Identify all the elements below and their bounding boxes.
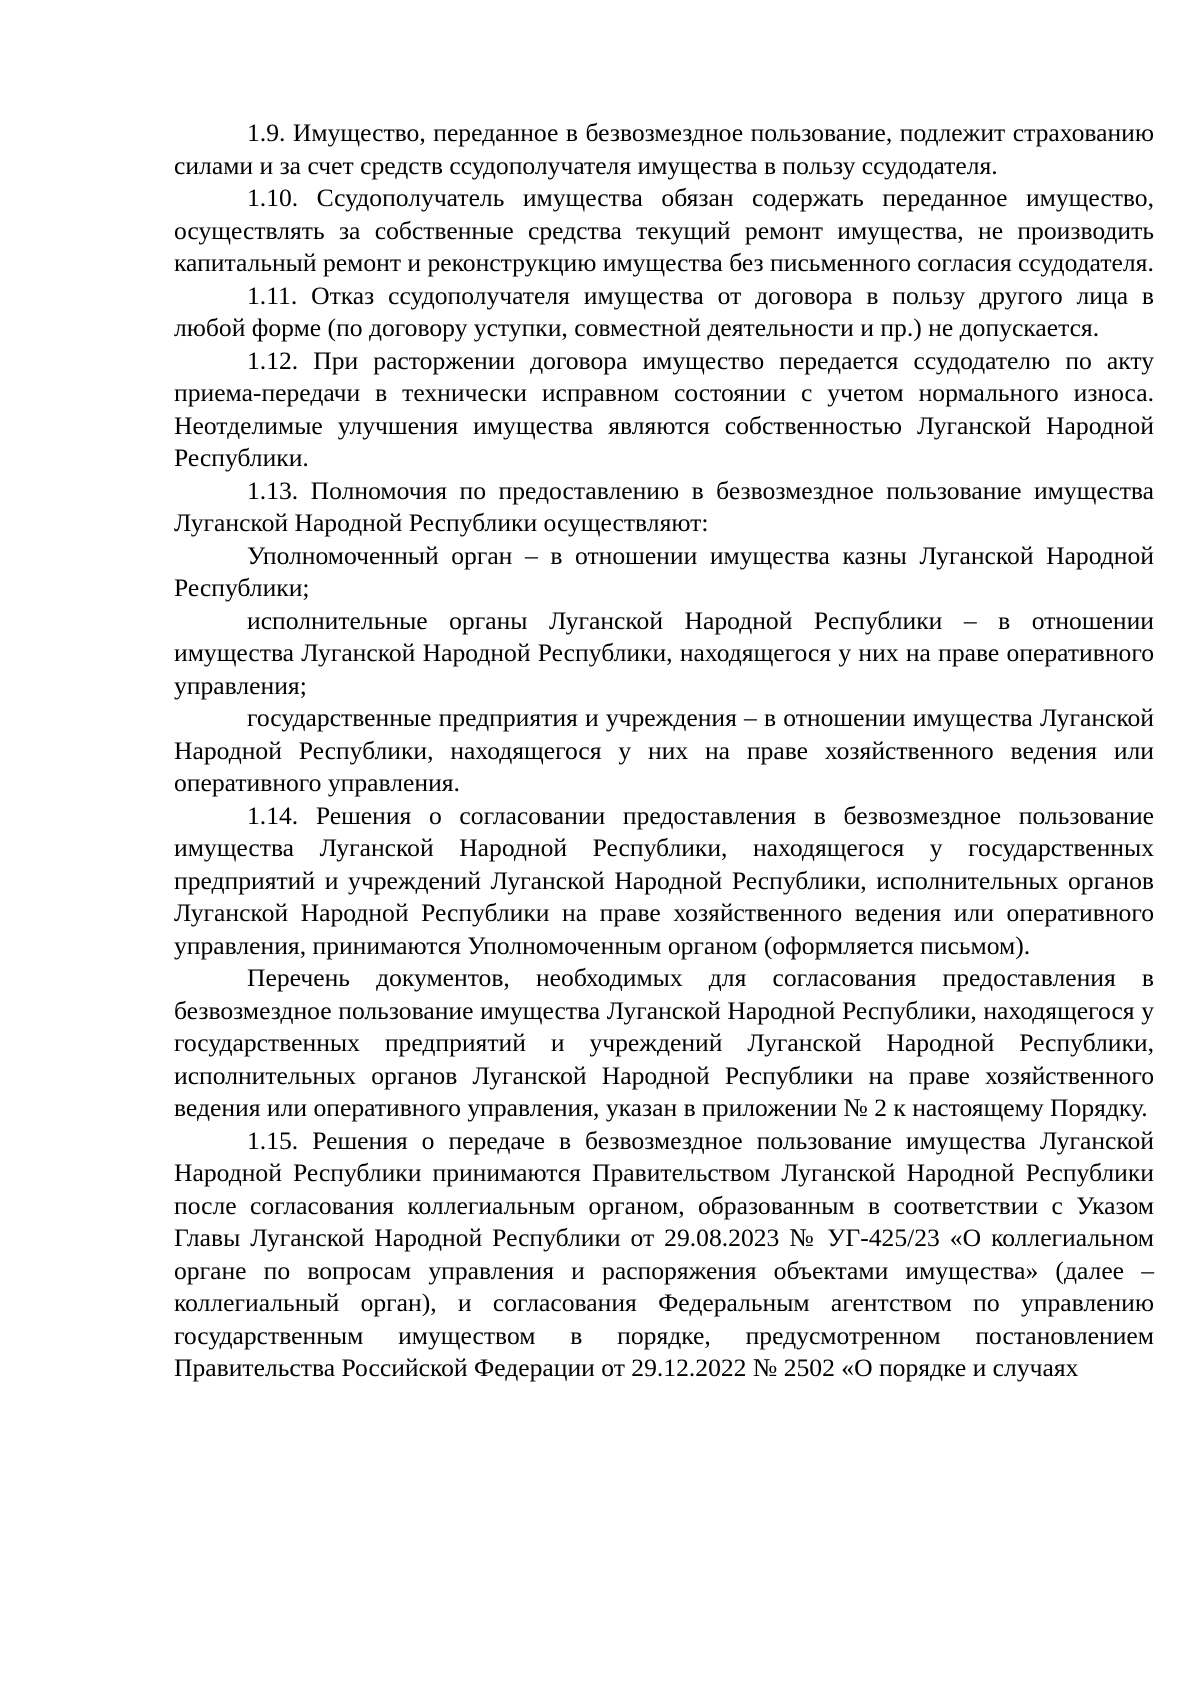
paragraph-1-9: 1.9. Имущество, переданное в безвозмездное пользование, подлежит страхованию силами и за счет средств ссудополучателя имущества в пользу ссудодателя. [174,118,1154,180]
paragraph-1-11: 1.11. Отказ ссудополучателя имущества от договора в пользу другого лица в любой форме (по договору уступки, совместной деятельности и пр.) не допускается. [174,280,1154,342]
paragraph-1-15: 1.15. Решения о передаче в безвозмездное пользование имущества Луганской Народной Республики принимаются Правительством Луганской Народной Республики после согласования коллегиальным органом, образованным в соответствии с Указом Главы Луганской Народной Республики от 29.08.2023 № УГ-425/23 «О коллегиальном органе по вопросам управления и распоряжения объектами имущества» (далее – коллегиальный орган), и согласования Федеральным агентством по управлению государственным имуществом в порядке, предусмотренном постановлением Правительства Российской Федерации от 29.12.2022 № 2502 «О порядке и случаях [174,1125,1154,1382]
paragraph-authorized-body: Уполномоченный орган – в отношении имущества казны Луганской Народной Республики; [174,540,1154,602]
paragraph-1-14: 1.14. Решения о согласовании предоставления в безвозмездное пользование имущества Луганской Народной Республики, находящегося у государственных предприятий и учреждений Луганской Народной Республики, исполнительных органов Луганской Народной Республики на праве хозяйственного ведения или оперативного управления, принимаются Уполномоченным органом (оформляется письмом). [174,800,1154,960]
paragraph-1-13: 1.13. Полномочия по предоставлению в безвозмездное пользование имущества Луганской Народной Республики осуществляют: [174,475,1154,537]
paragraph-executive-bodies: исполнительные органы Луганской Народной Республики – в отношении имущества Луганской Народной Республики, находящегося у них на праве оперативного управления; [174,605,1154,700]
paragraph-1-10: 1.10. Ссудополучатель имущества обязан содержать переданное имущество, осуществлять за собственные средства текущий ремонт имущества, не производить капитальный ремонт и реконструкцию имущества без письменного согласия ссудодателя. [174,183,1154,277]
paragraph-1-12: 1.12. При расторжении договора имущество передается ссудодателю по акту приема-передачи в технически исправном состоянии с учетом нормального износа. Неотделимые улучшения имущества являются собственностью Луганской Народной Республики. [174,345,1154,472]
paragraph-state-enterprises: государственные предприятия и учреждения – в отношении имущества Луганской Народной Республики, находящегося у них на праве хозяйственного ведения или оперативного управления. [174,703,1154,797]
document-body [174,117,1154,1385]
paragraph-documents-list: Перечень документов, необходимых для согласования предоставления в безвозмездное пользование имущества Луганской Народной Республики, находящегося у государственных предприятий и учреждений Луганской Народной Республики, исполнительных органов Луганской Народной Республики на праве хозяйственного ведения или оперативного управления, указан в приложении № 2 к настоящему Порядку. [174,963,1154,1122]
